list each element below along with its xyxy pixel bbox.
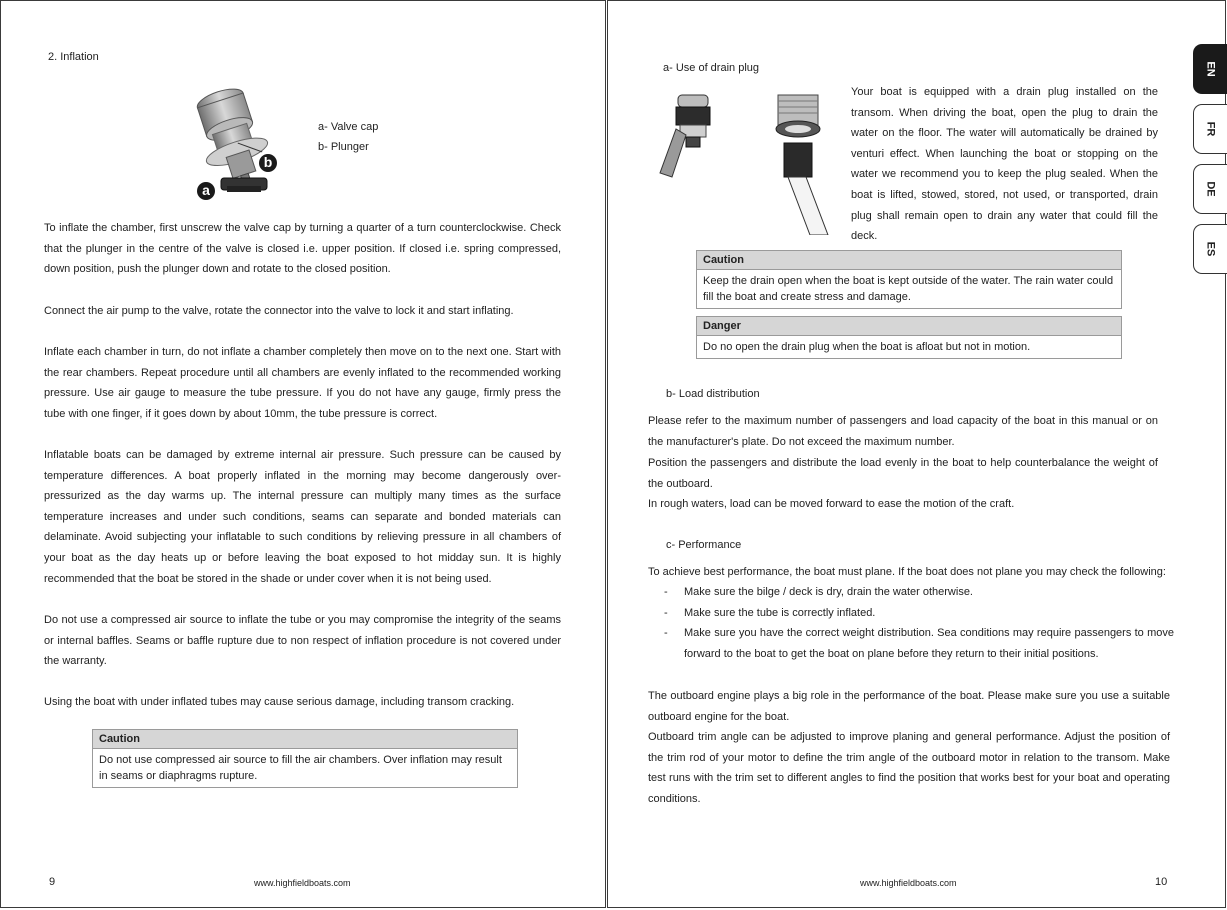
drain-plug-heading: a- Use of drain plug [663, 62, 759, 74]
drain-plug-text: Your boat is equipped with a drain plug installed on the transom. When driving the boat, open the plug to drain the water on the floor. The water will automatically be drained by venturi effect. When launching the boat or stopping on the water we recommend you to keep the plug sealed. When the boat is lifted, stowed, stored, not used, or transported, drain plug shall remain open to drain any water that could fill the deck. [851, 86, 1158, 243]
paragraph: To inflate the chamber, first unscrew the valve cap by turning a quarter of a turn counterclockwise. Check that the plunger in the centre of the valve is closed i.e. upper position. If closed i.e. spring compressed, down position, push the plunger down and rotate to the closed position. [44, 222, 561, 276]
paragraph: Using the boat with under inflated tubes may cause serious damage, including transom cracking. [44, 696, 515, 708]
page-number: 9 [49, 876, 56, 888]
caution-title: Caution [93, 730, 517, 749]
tab-en[interactable]: EN [1193, 44, 1227, 94]
right-page [607, 0, 1226, 908]
left-page [0, 0, 606, 908]
performance-bullet: Make sure you have the correct weight distribution. Sea conditions may require passengers to move forward to the boat to get the boat on plane before they return to their initial positions. [684, 627, 1174, 660]
footer-url: www.highfieldboats.com [860, 878, 957, 888]
paragraph: Outboard trim angle can be adjusted to improve planing and general performance. Adjust the position of the trim rod of your motor to define the trim angle of the outboard motor in relation to the transom. Make test runs with the trim set to different angles to find the position that works best for your boat and operating conditions. [648, 731, 1170, 805]
caution-box [696, 250, 1122, 309]
paragraph: Connect the air pump to the valve, rotate the connector into the valve to lock it and start inflating. [44, 305, 514, 317]
performance-bullet: Make sure the tube is correctly inflated. [684, 607, 876, 619]
footer-url: www.highfieldboats.com [254, 878, 351, 888]
page-number: 10 [1155, 876, 1168, 888]
drain-plug-open-illustration [656, 89, 726, 179]
paragraph: Do not use a compressed air source to inflate the tube or you may compromise the integrity of the seams or internal baffles. Seams or baffle rupture due to non respect of inflation procedure is not covered under the warranty. [44, 614, 561, 668]
danger-title: Danger [697, 317, 1121, 336]
tab-fr[interactable]: FR [1193, 104, 1227, 154]
paragraph: Inflatable boats can be damaged by extreme internal air pressure. Such pressure can be caused by temperature differences. A boat properly inflated in the morning may become dangerously over-pressurized as the day warms up. The internal pressure can multiply many times as the surface temperature increases and under such conditions, seams can separate and bonded materials can delaminate. Avoid subjecting your inflatable to such conditions by relieving pressure in all chambers of your boat as the day heats up or before leaving the boat exposed to hot midday sun. It is highly recommended that the boat be stored in the shade or under cover when it is not being used. [44, 449, 561, 585]
performance-bullet: Make sure the bilge / deck is dry, drain the water otherwise. [684, 586, 973, 598]
danger-text: Do no open the drain plug when the boat is afloat but not in motion. [703, 341, 1031, 353]
tab-de[interactable]: DE [1193, 164, 1227, 214]
caution-title: Caution [697, 251, 1121, 270]
bullet-dash: - [664, 627, 668, 639]
performance-heading: c- Performance [666, 539, 742, 551]
inflation-heading: 2. Inflation [48, 51, 99, 63]
marker-b: b [259, 154, 277, 172]
bullet-dash: - [664, 607, 668, 619]
bullet-dash: - [664, 586, 668, 598]
caution-text: Do not use compressed air source to fill the air chambers. Over inflation may result in seams or diaphragms rupture. [99, 754, 502, 782]
caution-box [92, 729, 518, 788]
valve-cap-label: a- Valve cap [318, 121, 379, 133]
paragraph: Please refer to the maximum number of passengers and load capacity of the boat in this manual or on the manufacturer's plate. Do not exceed the maximum number. [648, 415, 1158, 448]
paragraph: In rough waters, load can be moved forward to ease the motion of the craft. [648, 498, 1015, 510]
load-distribution-heading: b- Load distribution [666, 388, 760, 400]
paragraph: Inflate each chamber in turn, do not inflate a chamber completely then move on to the next one. Start with the rear chambers. Repeat procedure until all chambers are evenly inflated to the recommended working pressure. Use air gauge to measure the tube pressure. If you do not have any gauge, firmly press the tube with one finger, if it goes down by about 10mm, the tube pressure is correct. [44, 346, 561, 420]
marker-a: a [197, 182, 215, 200]
tab-es[interactable]: ES [1193, 224, 1227, 274]
plunger-label: b- Plunger [318, 141, 369, 153]
danger-box [696, 316, 1122, 359]
caution-text: Keep the drain open when the boat is kept outside of the water. The rain water could fill the boat and create stress and damage. [703, 275, 1114, 303]
paragraph: Position the passengers and distribute the load evenly in the boat to help counterbalance the weight of the outboard. [648, 457, 1158, 490]
drain-plug-closed-illustration [766, 89, 842, 235]
paragraph: The outboard engine plays a big role in the performance of the boat. Please make sure you use a suitable outboard engine for the boat. [648, 690, 1170, 723]
performance-intro: To achieve best performance, the boat must plane. If the boat does not plane you may check the following: [648, 566, 1166, 578]
